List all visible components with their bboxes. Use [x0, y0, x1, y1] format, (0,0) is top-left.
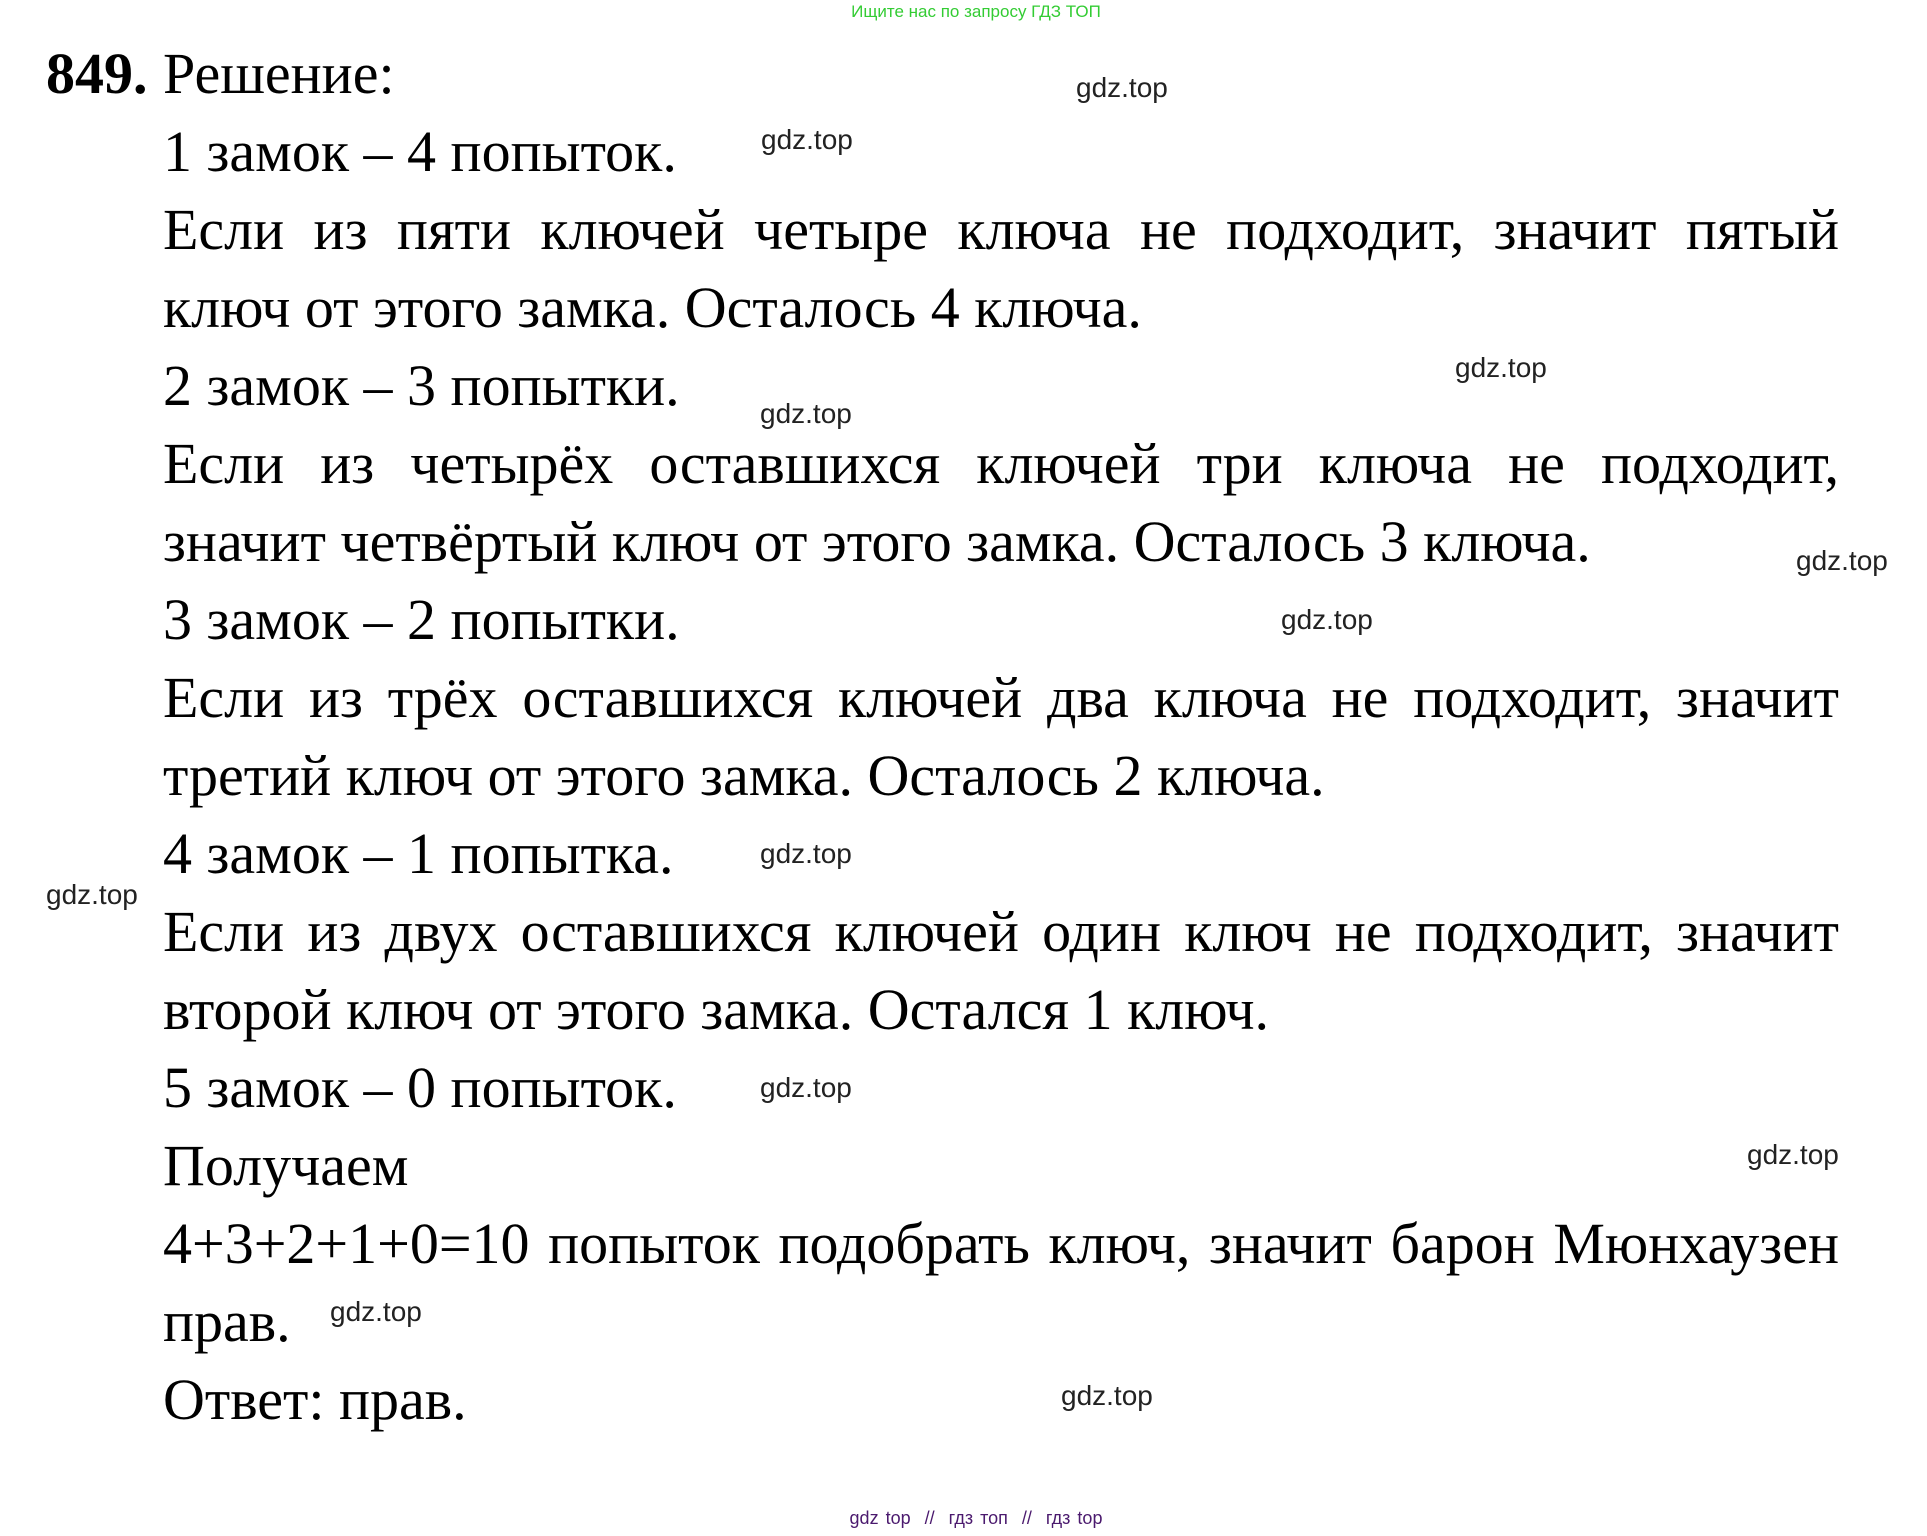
search-hint-banner: Ищите нас по запросу ГДЗ ТОП	[851, 2, 1101, 21]
watermark: gdz.top	[1076, 72, 1168, 103]
solution-line: Если из двух оставшихся ключей один ключ не подходит, значит	[163, 899, 1839, 964]
watermark: gdz.top	[1061, 1380, 1153, 1411]
footer-links: gdz top // гдз топ // гдз top	[849, 1508, 1103, 1528]
watermark: gdz.top	[46, 879, 138, 910]
solution-heading	[46, 35, 395, 113]
solution-line: 4 замок – 1 попытка.	[163, 821, 674, 886]
solution-line: второй ключ от этого замка. Остался 1 ключ.	[163, 977, 1269, 1042]
solution-line: третий ключ от этого замка. Осталось 2 ключа.	[163, 743, 1325, 808]
watermark: gdz.top	[1281, 604, 1373, 635]
watermark: gdz.top	[760, 1072, 852, 1103]
answer-line: Ответ: прав.	[163, 1367, 467, 1432]
solution-line: ключ от этого замка. Осталось 4 ключа.	[163, 275, 1142, 340]
solution-text	[0, 35, 1927, 1439]
solution-line: 1 замок – 4 попыток.	[163, 119, 677, 184]
watermark: gdz.top	[1455, 352, 1547, 383]
solution-title: Решение:	[163, 41, 395, 106]
solution-line: значит четвёртый ключ от этого замка. Осталось 3 ключа.	[163, 509, 1591, 574]
watermark: gdz.top	[1747, 1139, 1839, 1170]
watermark: gdz.top	[760, 838, 852, 869]
solution-line: Если из четырёх оставшихся ключей три ключа не подходит,	[163, 431, 1839, 496]
solution-line: прав.	[163, 1289, 291, 1354]
solution-line: 2 замок – 3 попытки.	[163, 353, 680, 418]
solution-line: Получаем	[163, 1133, 409, 1198]
watermark: gdz.top	[761, 124, 853, 155]
solution-line: 4+3+2+1+0=10 попыток подобрать ключ, значит барон Мюнхаузен	[163, 1211, 1839, 1276]
watermark: gdz.top	[760, 398, 852, 429]
solution-line: 5 замок – 0 попыток.	[163, 1055, 677, 1120]
solution-line: Если из пяти ключей четыре ключа не подходит, значит пятый	[163, 197, 1839, 262]
watermark: gdz.top	[330, 1296, 422, 1327]
solution-line: Если из трёх оставшихся ключей два ключа не подходит, значит	[163, 665, 1839, 730]
problem-number: 849.	[46, 41, 148, 106]
solution-line: 3 замок – 2 попытки.	[163, 587, 680, 652]
watermark: gdz.top	[1796, 545, 1888, 576]
